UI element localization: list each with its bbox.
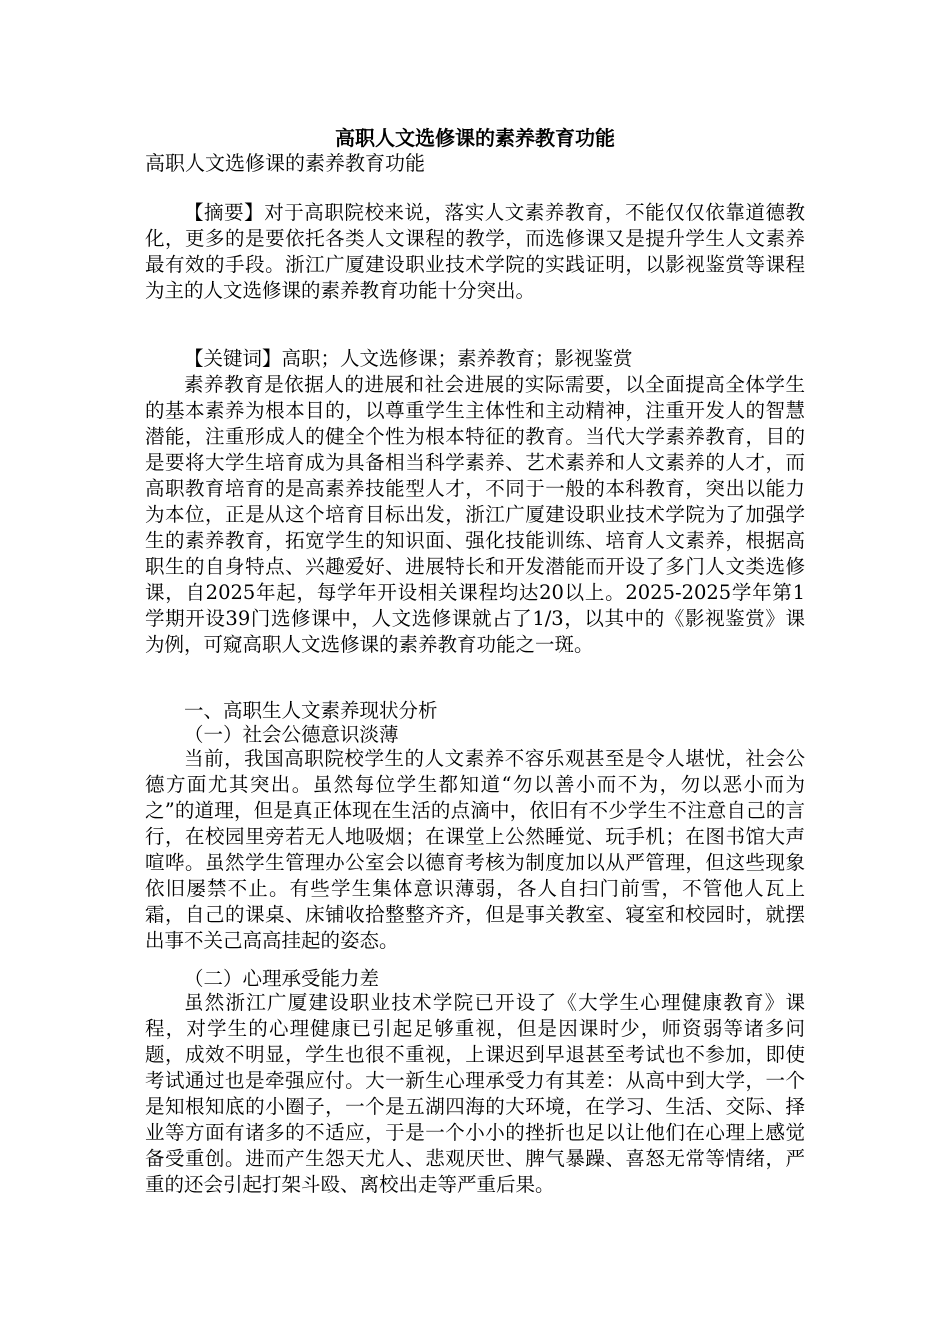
section-heading-1: 一、高职生人文素养现状分析 (184, 699, 438, 722)
intro-paragraph: 素养教育是依据人的进展和社会进展的实际需要，以全面提高全体学生的基本素养为根本目的，以尊重学生主体性和主动精神，注重开发人的智慧潜能，注重形成人的健全个性为根本特征的教育。当代大学素养教育，目的是要将大学生培育成为具备相当科学素养、艺术素养和人文素养的人才，而高职教育培育的是高素养技能型人才，不同于一般的本科教育，突出以能力为本位，正是从这个培育目标出发，浙江广厦建设职业技术学院为了加强学生的素养教育，拓宽学生的知识面、强化技能训练、培育人文素养，根据高职生的自身特点、兴趣爱好、进展特长和开发潜能而开设了多门人文类选修课，自2025年起，每学年开设相关课程均达20以上。2025-2025学年第1学期开设39门选修课中，人文选修课就占了1/3，以其中的《影视鉴赏》课为例，可窥高职人文选修课的素养教育功能之一斑。 (145, 373, 805, 656)
document-subtitle: 高职人文选修课的素养教育功能 (145, 151, 425, 175)
subsection-heading-1: （一）社会公德意识淡薄 (184, 723, 399, 746)
subsection-2-paragraph: 虽然浙江广厦建设职业技术学院已开设了《大学生心理健康教育》课程，对学生的心理健康已引起足够重视，但是因课时少，师资弱等诸多问题，成效不明显，学生也很不重视，上课迟到早退甚至考试也不参加，即使考试通过也是牵强应付。大一新生心理承受力有其差：从高中到大学，一个是知根知底的小圈子，一个是五湖四海的大环境，在学习、生活、交际、择业等方面有诸多的不适应，于是一个小小的挫折也足以让他们在心理上感觉备受重创。进而产生怨天尤人、悲观厌世、脾气暴躁、喜怒无常等情绪，严重的还会引起打架斗殴、离校出走等严重后果。 (145, 991, 805, 1196)
keywords-paragraph: 【关键词】高职；人文选修课；素养教育；影视鉴赏 (184, 347, 633, 370)
document-title: 高职人文选修课的素养教育功能 (335, 126, 615, 150)
abstract-paragraph: 【摘要】对于高职院校来说，落实人文素养教育，不能仅仅依靠道德教化，更多的是要依托各类人文课程的教学，而选修课又是提升学生人文素养最有效的手段。浙江广厦建设职业技术学院的实践证明，以影视鉴赏等课程为主的人文选修课的素养教育功能十分突出。 (145, 201, 805, 302)
subsection-heading-2: （二）心理承受能力差 (184, 967, 380, 990)
subsection-1-paragraph: 当前，我国高职院校学生的人文素养不容乐观甚至是令人堪忧，社会公德方面尤其突出。虽然每位学生都知道“勿以善小而不为，勿以恶小而为之”的道理，但是真正体现在生活的点滴中，依旧有不少学生不注意自己的言行，在校园里旁若无人地吸烟；在课堂上公然睡觉、玩手机；在图书馆大声喧哗。虽然学生管理办公室会以德育考核为制度加以从严管理，但这些现象依旧屡禁不止。有些学生集体意识薄弱，各人自扫门前雪，不管他人瓦上霜，自己的课桌、床铺收拾整整齐齐，但是事关教室、寝室和校园时，就摆出事不关己高高挂起的姿态。 (145, 747, 805, 952)
